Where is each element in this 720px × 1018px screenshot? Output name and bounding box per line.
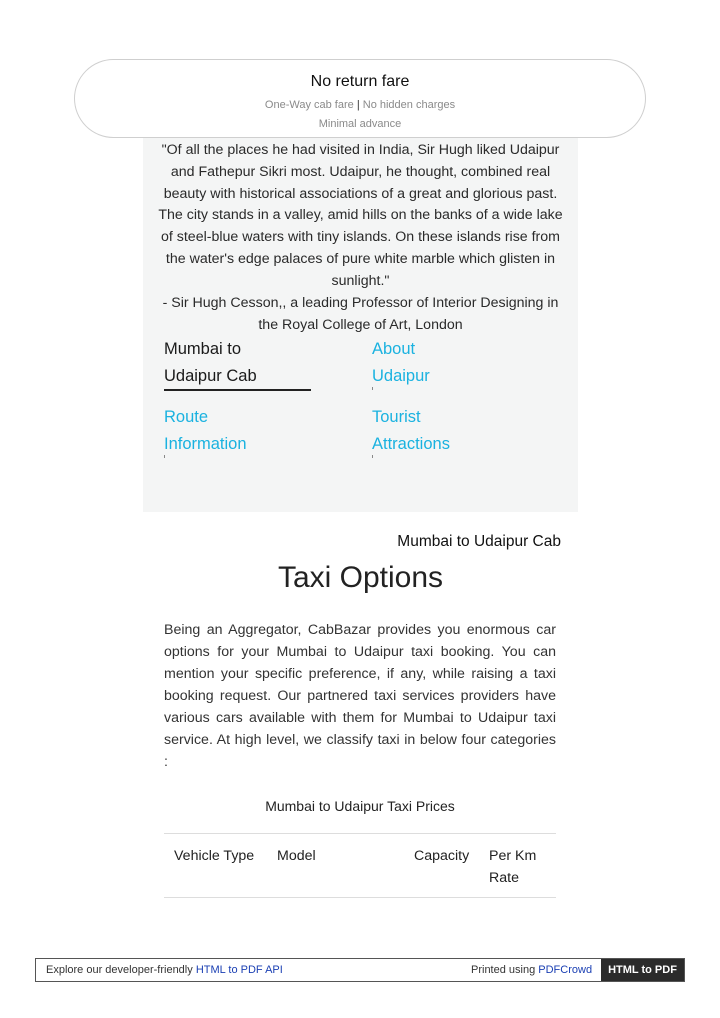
tab-marker <box>164 455 165 458</box>
tab-marker <box>372 387 373 390</box>
tab-label-line2: Attractions <box>372 435 450 453</box>
tab-label-line2: Information <box>164 435 247 453</box>
table-caption: Mumbai to Udaipur Taxi Prices <box>265 798 455 814</box>
fare-subtitle-advance: Minimal advance <box>318 118 402 130</box>
table-header-per-km-rate: Per Km Rate <box>489 848 537 886</box>
footer-promo-text: Explore our developer-friendly <box>46 964 193 976</box>
tab-tourist-attractions[interactable] <box>372 404 450 458</box>
fare-title: No return fare <box>310 73 410 90</box>
html-to-pdf-button[interactable]: HTML to PDF <box>601 959 684 981</box>
section-intro: Being an Aggregator, CabBazar provides you enormous car options for your Mumbai to Udaipur taxi booking. You can mention your specific preference, if any, while raising a taxi booking request. Our partnered taxi services providers have various cars available with them for Mumbai to Udaipur taxi service. At high level, we classify taxi in below four categories : <box>164 622 556 770</box>
table-divider <box>164 897 556 898</box>
tab-route-information[interactable] <box>164 404 247 458</box>
footer-printed-text: Printed using <box>471 964 536 976</box>
fare-subtitle-separator: | <box>356 99 360 111</box>
tab-label-line1: Route <box>164 408 209 426</box>
fare-subtitle <box>75 98 645 112</box>
footer-printed-by <box>471 964 592 976</box>
active-tab-indicator <box>164 389 311 391</box>
tab-label-line2: Udaipur <box>372 367 430 385</box>
fare-card <box>74 59 646 138</box>
table-header-model: Model <box>277 848 316 864</box>
table-header-vehicle-type: Vehicle Type <box>174 848 255 864</box>
fare-subtitle-one-way: One-Way cab fare <box>264 99 354 111</box>
tab-marker <box>372 455 373 458</box>
table-divider <box>164 833 556 834</box>
table-header-capacity: Capacity <box>414 848 470 864</box>
pdf-footer <box>35 958 685 982</box>
tab-label-line2: Udaipur Cab <box>164 367 257 385</box>
tab-about-udaipur[interactable] <box>372 336 430 390</box>
udaipur-quote: "Of all the places he had visited in India, Sir Hugh liked Udaipur and Fathepur Sikri most. Udaipur, he thought, combined real beauty with historical associations of a great and glorious past. The city stands in a valley, amid hills on the banks of a wide lake of steel-blue waters with tiny islands. On these islands rise from the water's edge palaces of pure white marble which glisten in sunlight." <box>158 142 563 289</box>
tab-label-line1: About <box>372 340 416 358</box>
section-kicker: Mumbai to Udaipur Cab <box>397 533 561 550</box>
section-title: Taxi Options <box>277 561 444 594</box>
html-to-pdf-api-link[interactable]: HTML to PDF API <box>195 964 283 976</box>
fare-subtitle-no-hidden: No hidden charges <box>362 99 456 111</box>
tab-label-line1: Tourist <box>372 408 421 426</box>
pdfcrowd-link[interactable]: PDFCrowd <box>538 964 593 976</box>
footer-promo <box>46 964 283 976</box>
tab-mumbai-to-udaipur-cab[interactable] <box>164 336 257 390</box>
tab-label-line1: Mumbai to <box>164 340 242 358</box>
quote-attribution: - Sir Hugh Cesson,, a leading Professor of Interior Designing in the Royal College of Art, London <box>162 295 559 333</box>
